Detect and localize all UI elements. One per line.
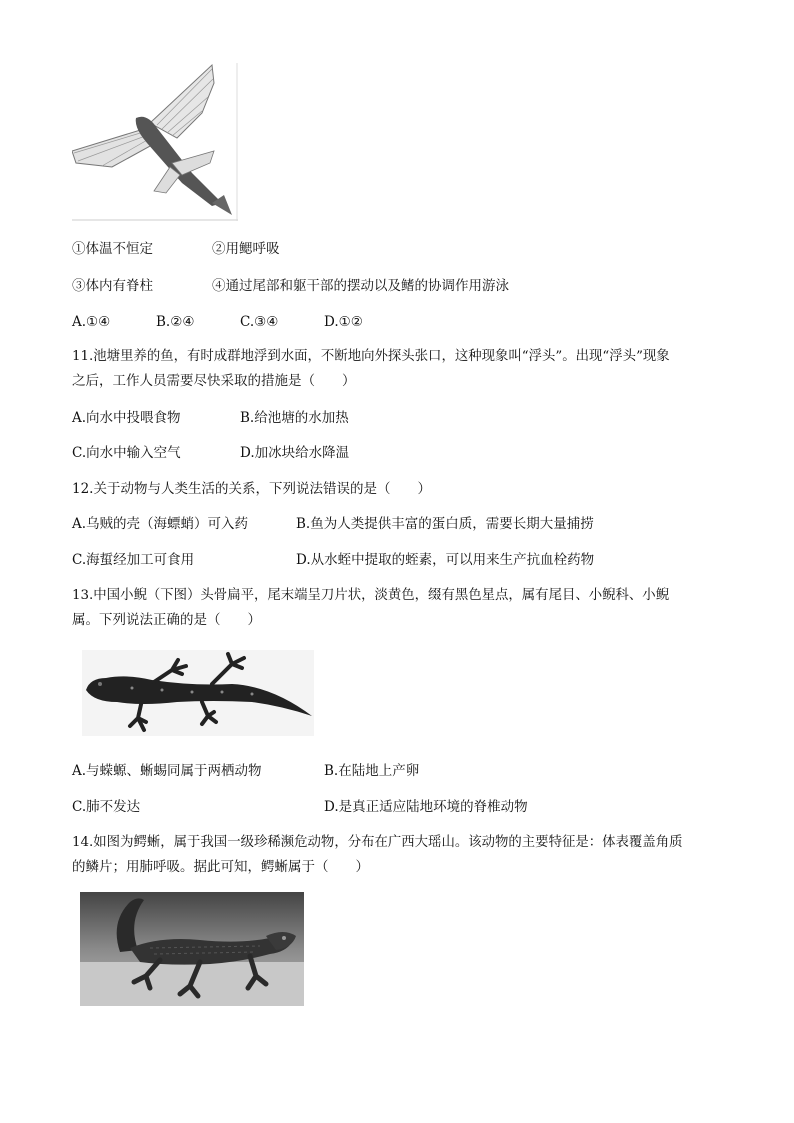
crocodile-lizard-image xyxy=(80,892,304,1006)
q13-stem-line2: 属。下列说法正确的是（ ） xyxy=(72,612,261,628)
q12-option-a[interactable]: A.乌贼的壳（海螵蛸）可入药 xyxy=(72,516,249,532)
q10-option-c[interactable]: C.③④ xyxy=(240,314,279,330)
q12-option-b[interactable]: B.鱼为人类提供丰富的蛋白质，需要长期大量捕捞 xyxy=(296,516,594,532)
q13-stem-line1: 13.中国小鲵（下图）头骨扁平，尾末端呈刀片状，淡黄色，缀有黑色星点，属有尾目、小鲵科、小鲵 xyxy=(72,588,670,603)
q13-option-c[interactable]: C.肺不发达 xyxy=(72,799,141,815)
q13-option-a[interactable]: A.与蝾螈、蜥蜴同属于两栖动物 xyxy=(72,763,262,779)
salamander-image xyxy=(82,650,314,736)
q14-stem-line2: 的鳞片；用肺呼吸。据此可知，鳄蜥属于（ ） xyxy=(72,859,369,875)
q11-option-c[interactable]: C.向水中输入空气 xyxy=(72,445,181,461)
q12-stem: 12.关于动物与人类生活的关系，下列说法错误的是（ ） xyxy=(72,481,431,497)
q11-option-d[interactable]: D.加冰块给水降温 xyxy=(240,445,350,461)
q14-stem-line1: 14.如图为鳄蜥，属于我国一级珍稀濒危动物，分布在广西大瑶山。该动物的主要特征是：体表覆盖角质 xyxy=(72,835,683,850)
q11-option-b[interactable]: B.给池塘的水加热 xyxy=(240,410,349,426)
q11-option-a[interactable]: A.向水中投喂食物 xyxy=(72,410,181,426)
q10-statement-1: ①体温不恒定 xyxy=(72,241,153,257)
q10-option-b[interactable]: B.②④ xyxy=(156,314,195,330)
q13-option-d[interactable]: D.是真正适应陆地环境的脊椎动物 xyxy=(324,799,528,815)
q10-option-d[interactable]: D.①② xyxy=(324,314,363,330)
q10-statement-2: ②用鳃呼吸 xyxy=(212,241,280,257)
flying-fish-image xyxy=(72,63,238,221)
q11-stem-line1: 11.池塘里养的鱼，有时成群地浮到水面，不断地向外探头张口，这种现象叫“浮头”。出现“浮头”现象 xyxy=(72,349,670,364)
q13-option-b[interactable]: B.在陆地上产卵 xyxy=(324,763,420,779)
q10-statement-4: ④通过尾部和躯干部的摆动以及鳍的协调作用游泳 xyxy=(212,278,509,294)
q12-option-d[interactable]: D.从水蛭中提取的蛭素，可以用来生产抗血栓药物 xyxy=(296,552,595,568)
q10-statement-3: ③体内有脊柱 xyxy=(72,278,153,294)
q10-option-a[interactable]: A.①④ xyxy=(72,314,111,330)
q11-stem-line2: 之后，工作人员需要尽快采取的措施是（ ） xyxy=(72,373,356,389)
q12-option-c[interactable]: C.海蜇经加工可食用 xyxy=(72,552,195,568)
